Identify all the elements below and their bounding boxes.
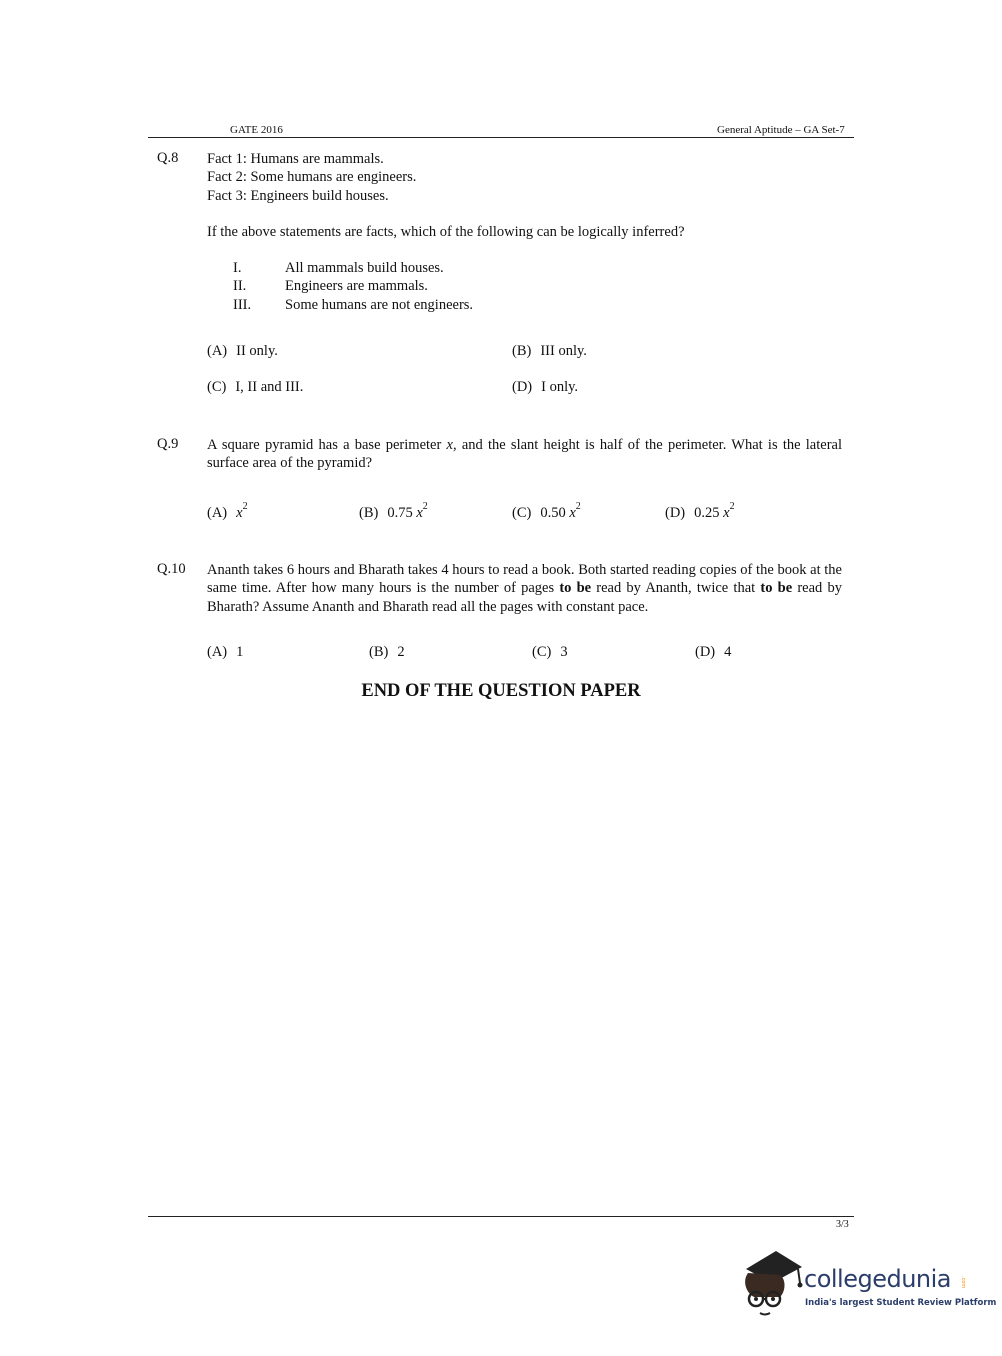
q8-fact-2: Fact 2: Some humans are engineers. (207, 169, 417, 186)
q8-prompt: If the above statements are facts, which of the following can be logically inferred? (207, 224, 685, 240)
option-coef: 0.50 (540, 505, 570, 521)
q8-statement-text: Some humans are not engineers. (285, 297, 474, 313)
collegedunia-mascot-icon (740, 1247, 804, 1319)
option-label: (C) (207, 379, 227, 395)
q8-facts (207, 150, 416, 205)
q10-text-part: read by Ananth, twice that (591, 580, 761, 597)
q9-option-d (665, 501, 735, 522)
q8-statement-text: Engineers are mammals. (285, 278, 428, 294)
q9-option-c (512, 501, 581, 522)
q10-option-c (532, 644, 568, 661)
q8-option-b (512, 343, 587, 360)
option-exp: 2 (242, 501, 248, 512)
q9-variable: x (446, 437, 453, 453)
option-coef: 0.25 (694, 505, 724, 521)
option-label: (A) (207, 343, 228, 359)
option-var: x (723, 505, 730, 521)
q10-option-a (207, 644, 243, 661)
page-number: 3/3 (836, 1219, 849, 1230)
option-label: (D) (512, 379, 533, 395)
q8-option-a (207, 343, 278, 360)
option-text: 2 (397, 644, 405, 660)
footer-rule (148, 1216, 854, 1217)
q9-number: Q.9 (157, 436, 179, 452)
header-section-name: General Aptitude – GA Set-7 (717, 124, 845, 136)
q9-option-b (359, 501, 428, 522)
collegedunia-tagline: India's largest Student Review Platform (805, 1298, 997, 1308)
option-label: (D) (665, 505, 686, 521)
option-label: (B) (369, 644, 389, 660)
option-label: (A) (207, 644, 228, 660)
q8-fact-1: Fact 1: Humans are mammals. (207, 151, 384, 167)
option-text: 1 (236, 644, 244, 660)
option-label: (D) (695, 644, 716, 660)
q8-statement-numeral: I. (233, 260, 242, 276)
collegedunia-logo-suffix: .com (960, 1276, 966, 1289)
q8-statement-text: All mammals build houses. (285, 260, 444, 276)
option-exp: 2 (575, 501, 581, 512)
q10-text-part: read by Bharath? Assume Ananth and Bharath read all the pages with constant pace. (207, 580, 842, 615)
q10-option-d (695, 644, 731, 661)
q10-bold-text: to be (559, 580, 592, 597)
option-text: II only. (236, 343, 278, 359)
q10-text-part: Ananth takes 6 hours and Bharath takes 4 hours to read a book. Both started reading copies of the book at the same time. After how many hours is the number of pages (207, 562, 842, 597)
option-var: x (236, 505, 243, 521)
q8-number: Q.8 (157, 150, 179, 166)
q10-number: Q.10 (157, 561, 186, 577)
option-label: (C) (512, 505, 532, 521)
option-label: (C) (532, 644, 552, 660)
q9-text-part: , and the slant height is half of the perimeter. What is the lateral surface area of the pyramid? (207, 437, 842, 472)
option-exp: 2 (422, 501, 428, 512)
q8-fact-3: Fact 3: Engineers build houses. (207, 187, 389, 204)
q8-statement-numeral: III. (233, 297, 252, 313)
option-text: I only. (541, 379, 579, 395)
option-label: (B) (359, 505, 379, 521)
header-rule (148, 137, 854, 138)
option-text: III only. (540, 343, 587, 359)
q8-statement-numeral: II. (233, 278, 247, 294)
header-exam-name: GATE 2016 (230, 124, 283, 136)
option-exp: 2 (729, 501, 735, 512)
option-label: (A) (207, 505, 228, 521)
q10-option-b (369, 644, 405, 661)
q8-option-d (512, 379, 578, 396)
q10-bold-text: to be (760, 580, 793, 597)
option-text: 4 (724, 644, 732, 660)
q9-text-part: A square pyramid has a base perimeter (207, 437, 447, 453)
option-coef: 0.75 (387, 505, 417, 521)
option-label: (B) (512, 343, 532, 359)
q10-text (207, 561, 842, 616)
q9-option-a (207, 501, 248, 522)
collegedunia-logo-text: collegedunia (804, 1265, 952, 1293)
end-of-paper: END OF THE QUESTION PAPER (361, 681, 641, 701)
option-var: x (569, 505, 576, 521)
option-text: I, II and III. (235, 379, 304, 395)
q9-text (207, 436, 842, 473)
q8-option-c (207, 379, 303, 396)
option-text: 3 (560, 644, 568, 660)
option-var: x (416, 505, 423, 521)
